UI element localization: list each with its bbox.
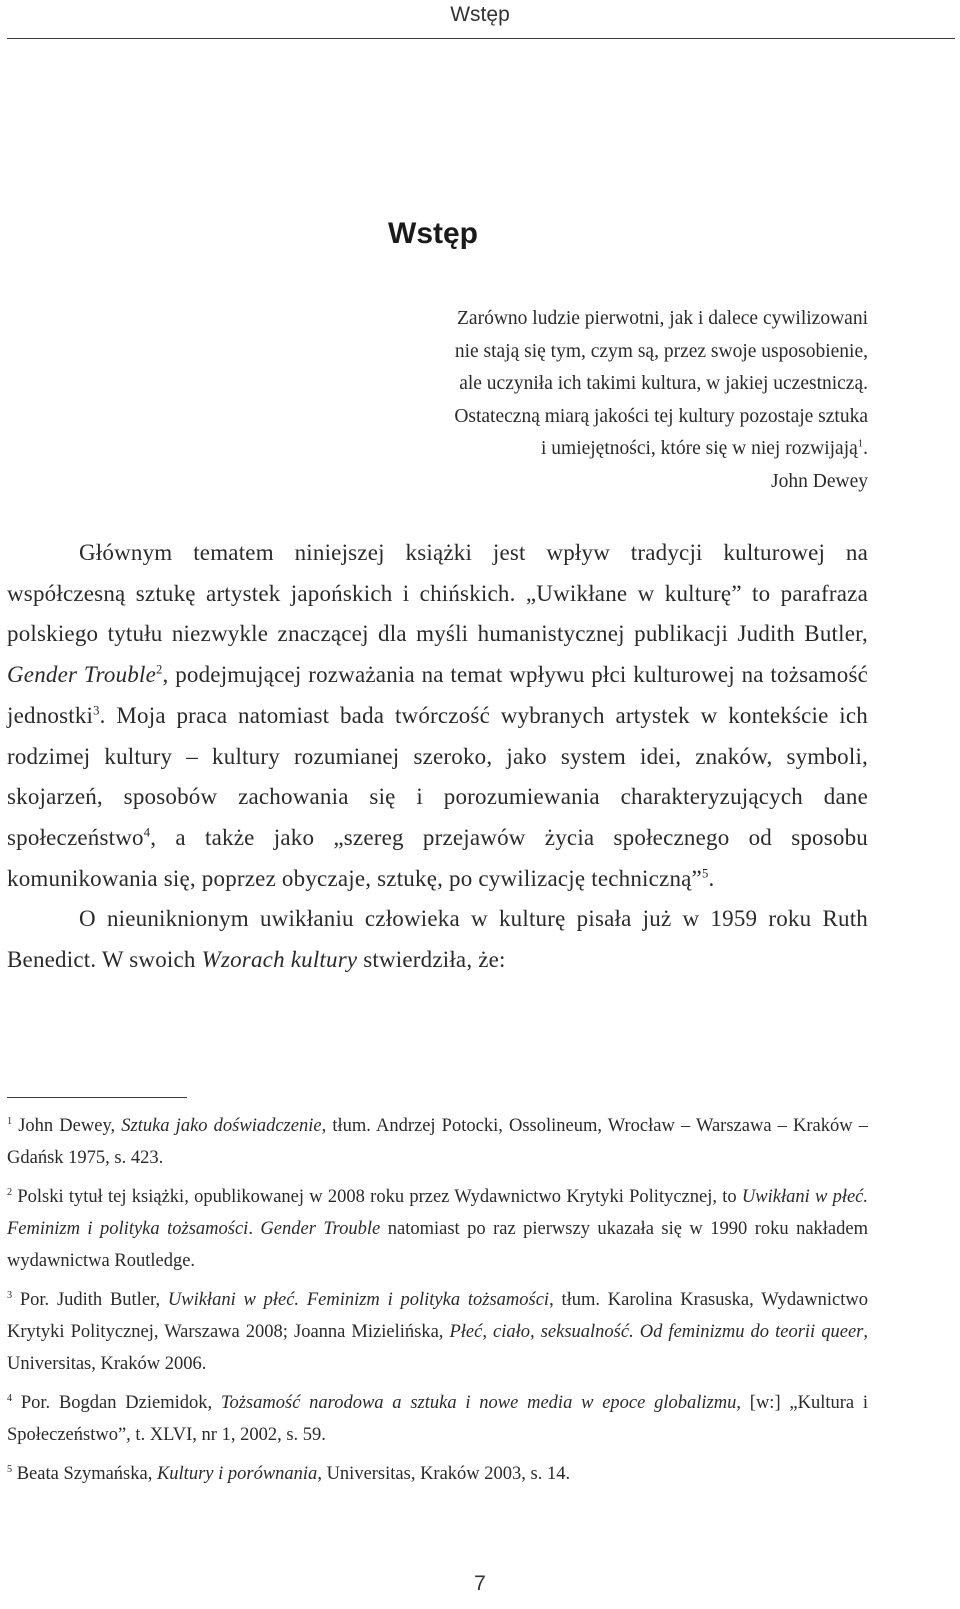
footnote (7, 1181, 868, 1277)
footnote-ref[interactable]: 3 (93, 703, 100, 718)
footnote-text: John Dewey, (18, 1116, 122, 1136)
epigraph-end-mark: . (863, 438, 868, 459)
cited-title: Płeć, ciało, seksualność. Od feminizmu do teorii queer (449, 1322, 864, 1342)
running-header-title: Wstęp (450, 3, 510, 26)
footnote-text: , tłum. Andrzej Potocki, Ossolineum, Wrocław – Warszawa – Kraków – Gdańsk 1975, s. 423. (7, 1116, 869, 1168)
cited-title: Wzorach kultury (201, 947, 358, 973)
footnote (7, 1284, 868, 1380)
cited-title: Gender Trouble (7, 662, 157, 688)
footnote (7, 1458, 868, 1490)
footnote-text: Por. Judith Butler, (19, 1290, 168, 1310)
cited-title: Tożsamość narodowa a sztuka i nowe media w epoce globalizmu (220, 1393, 737, 1413)
paragraph-text: , a także jako „szereg przejawów życia społecznego od sposobu komunikowania się, poprzez obyczaje, sztukę, po cywilizację techniczną” (7, 824, 868, 891)
paragraph (7, 533, 868, 899)
footnote-number: 3 (7, 1289, 13, 1301)
epigraph-author: John Dewey (771, 470, 868, 492)
footnote-ref[interactable]: 2 (156, 662, 163, 677)
paragraph (7, 899, 868, 980)
main-text (7, 533, 868, 981)
cited-title: Uwikłani w płeć. Feminizm i polityka tożsamości (167, 1290, 550, 1310)
footnote-text: natomiast po raz pierwszy ukazała się w 1990 roku nakładem wydawnictwa Routledge. (7, 1219, 868, 1271)
epigraph-line: nie stają się tym, czym są, przez swoje usposobienie, (454, 340, 868, 362)
epigraph-line: Zarówno ludzie pierwotni, jak i dalece cywilizowani (457, 308, 868, 329)
footnotes (7, 1110, 868, 1497)
page-number: 7 (474, 1572, 486, 1595)
cited-title: Gender Trouble (260, 1219, 381, 1239)
footnote-rule (7, 1097, 187, 1098)
paragraph-text: stwierdziła, że: (357, 947, 506, 973)
epigraph (340, 303, 868, 498)
footnote-number: 4 (7, 1392, 13, 1404)
paragraph-text: . Moja praca natomiast bada twórczość wybranych artystek w kontekście ich rodzimej kultury – kultury rozumianej szeroko, jako system idei, znaków, symboli, skojarzeń, sposobów zachowania się i porozumiewania charakteryzujących dane społeczeństwo (7, 702, 868, 850)
cited-title: Kultury i porównania (156, 1464, 318, 1484)
footnote-text: Polski tytuł tej książki, opublikowanej w 2008 roku przez Wydawnictwo Krytyki Politycznej, to (17, 1187, 742, 1207)
cited-title: Sztuka jako doświadczenie (121, 1116, 322, 1136)
footnote-text: , tłum. Karolina Krasuska, Wydawnictwo Krytyki Politycznej, Warszawa 2008; Joanna Mizielińska, (7, 1290, 868, 1342)
footnote-text: . (248, 1219, 261, 1239)
paragraph-text: . (708, 865, 715, 891)
paragraph-text: , podejmującej rozważania na temat wpływu płci kulturowej na tożsamość jednostki (7, 662, 869, 728)
footnote-number: 1 (7, 1115, 13, 1127)
paragraph-text: O nieuniknionym uwikłaniu człowieka w kulturę pisała już w 1959 roku Ruth Benedict. W swoich (7, 906, 868, 973)
footnote-ref[interactable]: 1 (857, 437, 864, 450)
footnote-text: , Universitas, Kraków 2003, s. 14. (317, 1464, 571, 1484)
footnote (7, 1110, 868, 1174)
footnote-ref[interactable]: 4 (143, 825, 151, 840)
footnote-text: Por. Bogdan Dziemidok, (20, 1393, 221, 1413)
header-rule (7, 38, 955, 39)
chapter-title: Wstęp (388, 217, 478, 250)
epigraph-line: i umiejętności, które się w niej rozwijają (540, 438, 858, 459)
footnote-text: Beata Szymańska, (16, 1464, 157, 1484)
epigraph-line: Ostateczną miarą jakości tej kultury pozostaje sztuka (454, 405, 868, 427)
footnote-number: 5 (7, 1463, 13, 1475)
epigraph-line: ale uczyniła ich takimi kultura, w jakiej uczestniczą. (459, 373, 868, 394)
footnote (7, 1387, 868, 1451)
paragraph-text: Głównym tematem niniejszej książki jest wpływ tradycji kulturowej na współczesną sztukę artystek japońskich i chińskich. „Uwikłane w kulturę” to parafraza polskiego tytułu niezwykle znaczącej dla myśli humanistycznej publikacji Judith Butler, (7, 540, 868, 647)
cited-title: Uwikłani w płeć. Feminizm i polityka tożsamości (7, 1187, 869, 1239)
running-header (0, 0, 960, 40)
footnote-text: , Universitas, Kraków 2006. (7, 1322, 868, 1374)
footnote-number: 2 (7, 1186, 13, 1198)
footnote-ref[interactable]: 5 (701, 865, 709, 880)
footnote-text: , [w:] „Kultura i Społeczeństwo”, t. XLVI, nr 1, 2002, s. 59. (7, 1393, 869, 1445)
